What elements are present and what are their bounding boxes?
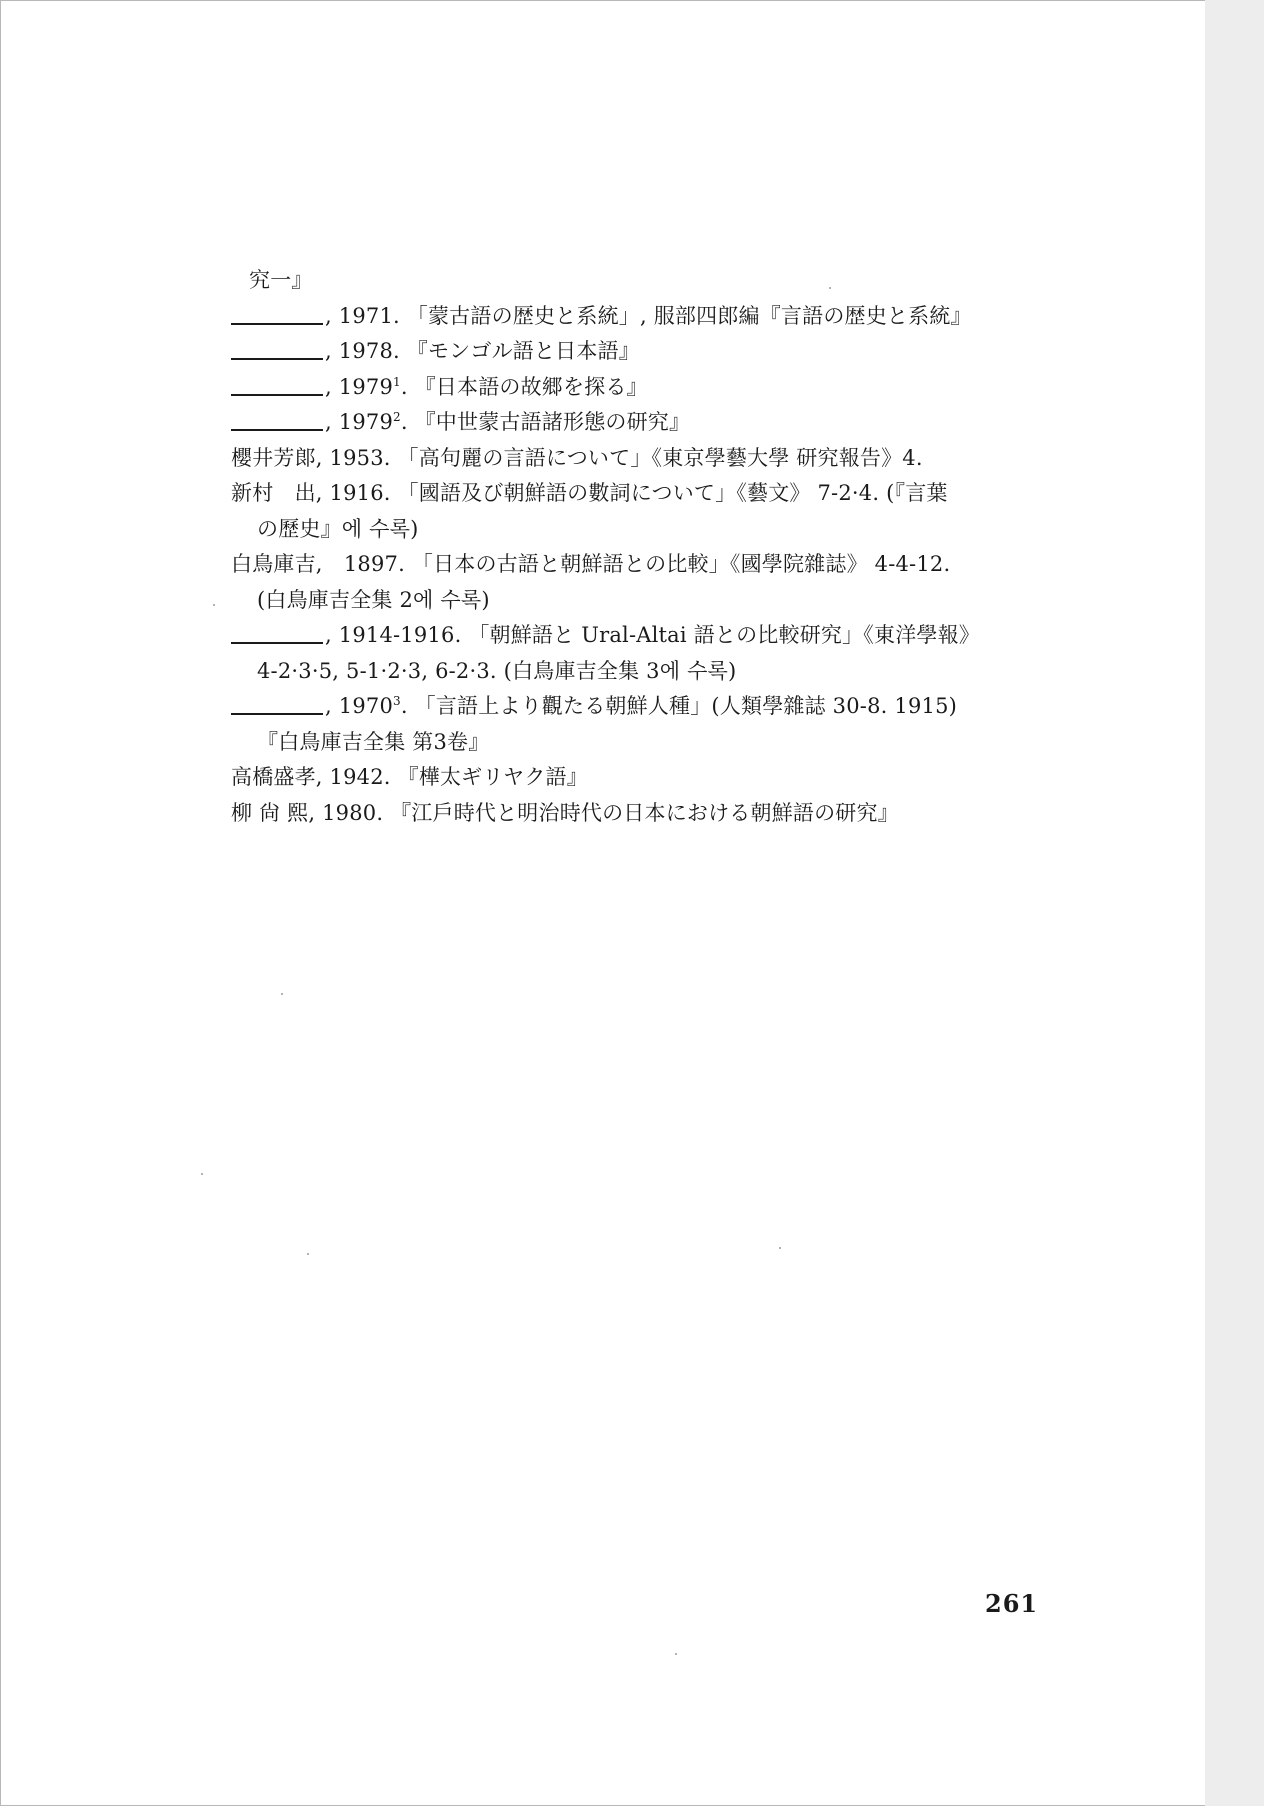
entry-text: の歷史』에 수록) (257, 516, 419, 541)
entry-text: . 『日本語の故郷を探る』 (400, 374, 648, 399)
entry-text: 高橋盛孝, 1942. 『樺太ギリヤク語』 (231, 765, 588, 789)
ditto-line (231, 338, 323, 360)
bibliography-entry-continuation (231, 654, 1051, 690)
scan-speck (213, 604, 215, 606)
entry-text: 『白鳥庫吉全集 第3卷』 (257, 729, 490, 754)
ditto-line (231, 409, 323, 431)
entry-text: 櫻井芳郞, 1953. 「高句麗の言語について」《東京學藝大學 研究報告》4. (231, 445, 923, 470)
bibliography-entry: , 1978. 『モンゴル語と日本語』 (231, 334, 1051, 370)
scan-speck (307, 1253, 309, 1255)
entry-year: 1979 (338, 374, 394, 399)
bibliography-entry (231, 760, 1051, 796)
scan-speck (675, 1653, 677, 1655)
bibliography-entry (231, 476, 1051, 512)
entry-year-superscript: 2 (393, 410, 401, 424)
viewer-margin (1205, 0, 1264, 1806)
entry-text: 新村 出, 1916. 「國語及び朝鮮語の數詞について」《藝文》 7-2·4. (『言葉 (231, 481, 948, 505)
ditto-line (231, 303, 323, 325)
entry-text: . 「言語上より觀たる朝鮮人種」(人類學雜誌 30-8. 1915) (400, 694, 958, 718)
bibliography-entry: , 1971. 「蒙古語の歴史と系統」, 服部四郎編『言語の歴史と系統』 (231, 299, 1051, 335)
entry-text: 白鳥庫吉, 1897. 「日本の古語と朝鮮語との比較」《國學院雜誌》 4-4-12. (231, 552, 951, 576)
page-number: 261 (985, 1589, 1039, 1618)
entry-text: . 『中世蒙古語諸形態の研究』 (400, 410, 691, 434)
bibliography-entry (231, 441, 1051, 477)
ditto-line (231, 622, 323, 644)
entry-year: 1979 (338, 410, 394, 434)
entry-text: 4-2·3·5, 5-1·2·3, 6-2·3. (白鳥庫吉全集 3에 수록) (257, 658, 737, 683)
bibliography-entry (231, 547, 1051, 583)
bibliography-entry-continuation (231, 512, 1051, 548)
bibliography-entry-continuation (231, 583, 1051, 619)
ditto-line (231, 374, 323, 396)
bibliography-entry: , 1914-1916. 「朝鮮語と Ural-Altai 語との比較研究」《東洋學報》 (231, 618, 1051, 654)
bibliography-entry (231, 796, 1051, 832)
bibliography-entry: , 1979$^2$. 『中世蒙古語諸形態の研究』 (231, 405, 1051, 441)
entry-year: 1970 (338, 694, 394, 718)
scan-speck (829, 287, 831, 289)
bibliography-entry-continuation (231, 263, 1051, 299)
bibliography-entry: , 1979$^1$. 『日本語の故郷を探る』 (231, 370, 1051, 406)
entry-text: . 「朝鮮語と Ural-Altai 語との比較研究」《東洋學報》 (454, 623, 980, 647)
entry-text: 究一』 (249, 268, 313, 292)
entry-year: 1914-1916 (338, 623, 455, 647)
entry-year-superscript: 3 (393, 694, 401, 708)
entry-text: (白鳥庫吉全集 2에 수록) (257, 587, 490, 612)
entry-text: 柳 尙 熙, 1980. 『江戶時代と明治時代の日本における朝鮮語の研究』 (231, 800, 899, 825)
entry-year: 1978 (338, 339, 394, 363)
bibliography-list (231, 263, 1051, 831)
entry-year-superscript: 1 (393, 374, 401, 389)
ditto-line (231, 693, 323, 715)
scan-speck (201, 1173, 203, 1175)
scan-speck (281, 993, 283, 995)
entry-text: . 『モンゴル語と日本語』 (393, 339, 640, 363)
bibliography-entry: , 1970$^3$. 「言語上より觀たる朝鮮人種」(人類學雜誌 30-8. 1915) (231, 689, 1051, 725)
entry-text: . 「蒙古語の歴史と系統」, 服部四郎編『言語の歴史と系統』 (393, 303, 972, 328)
bibliography-entry-continuation (231, 725, 1051, 761)
entry-year: 1971 (338, 303, 394, 328)
scan-speck (779, 1247, 781, 1249)
